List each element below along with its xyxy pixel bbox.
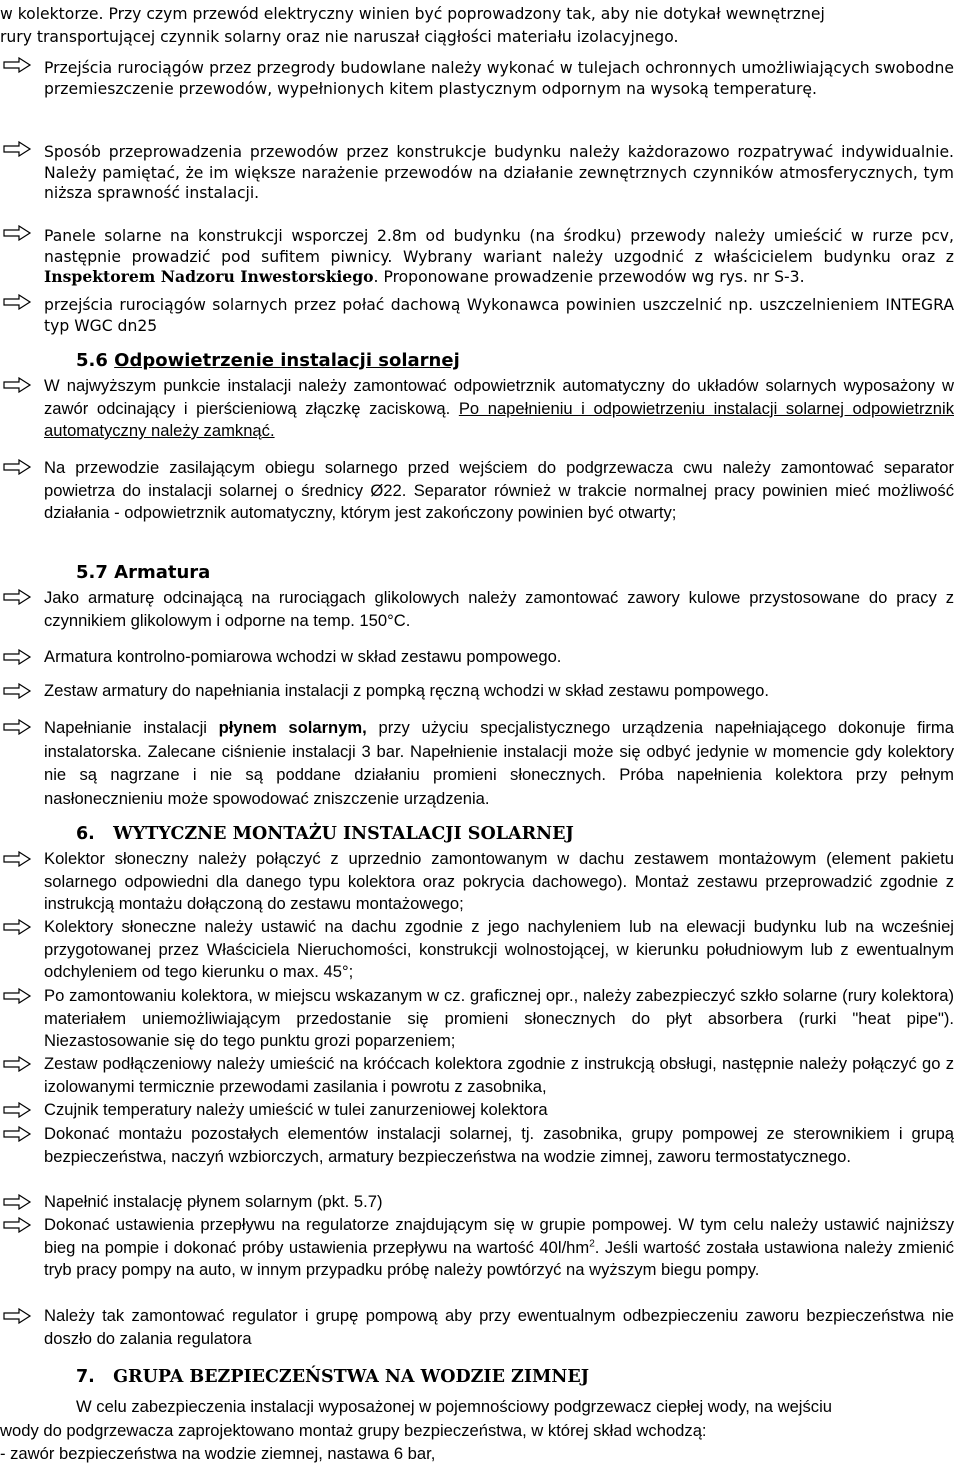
panel-text-end: . Proponowane prowadzenie przewodów wg rys. nr S-3. [373, 268, 805, 287]
arrow-bullet-icon [2, 294, 32, 310]
section-heading-5-6: 5.6 Odpowietrzenie instalacji solarnej [76, 350, 460, 371]
arrow-bullet-icon [2, 225, 32, 241]
paragraph: przejścia rurociągów solarnych przez połać dachową Wykonawca powinien uszczelnić np. uszczelnieniem INTEGRA typ WGC dn25 [44, 296, 954, 335]
paragraph: Jako armaturę odcinającą na rurociągach glikolowych należy zamontować zawory kulowe przystosowane do pracy z czynnikiem glikolowym i odporne na temp. 150°C. [44, 588, 954, 630]
section-heading-5-7: 5.7 Armatura [76, 562, 211, 583]
arrow-bullet-icon [2, 1102, 32, 1118]
arrow-bullet-icon [2, 683, 32, 699]
paragraph: Po zamontowaniu kolektora, w miejscu wskazanym w cz. graficznej opr., należy zabezpieczyć szkło solarne (rury kolektora) materiałem uniemożliwiającym przedostanie się promieni słonecznych do płyt absorbera (rurki "heat pipe"). Niezastosowanie się do tego punktu grozi poparzeniem; [44, 986, 954, 1051]
paragraph: Armatura kontrolno-pomiarowa wchodzi w skład zestawu pompowego. [44, 647, 562, 666]
arrow-bullet-icon [2, 459, 32, 475]
paragraph: Dokonać ustawienia przepływu na regulatorze znajdującym się w grupie pompowej. W tym celu należy ustawić najniższy bieg na pompie i dokonać próby ustawienia przepływu na wartość $40l/hm^2$. Jeśli wartość została ustawiona należy zmienić tryb pracy pompy na auto, w innym przypadku próbę należy powtórzyć na wyższym biegu pompy. [44, 1215, 954, 1280]
paragraph: Sposób przeprowadzenia przewodów przez konstrukcje budynku należy każdorazowo rozpatrywać indywidualnie. Należy pamiętać, że im większe narażenie przewodów na działanie zewnętrznych czynników atmosferycznych, tym niższa sprawność instalacji. [44, 143, 954, 203]
arrow-bullet-icon [2, 1194, 32, 1210]
paragraph: Kolektory słoneczne należy ustawić na dachu zgodnie z jego nachyleniem lub na elewacji budynku lub na wcześniej przygotowanej przez Właściciela Nieruchomości, konstrukcji wolnostojącej, w kierunku południowym lub z ewentualnym odchyleniem od tego kierunku o max. 45°; [44, 917, 954, 982]
arrow-bullet-icon [2, 1056, 32, 1072]
panel-text: Panele solarne na konstrukcji wsporczej 2.8m od budynku (na środku) przewody należy umieścić w rurze pcv, następnie prowadzić pod sufitem piwnicy. Wybrany wariant należy uzgodnić z właścicielem budynku oraz z [44, 227, 954, 266]
text-line: wody do podgrzewacza zaprojektowano montaż grupy bezpieczeństwa, w której skład wchodzą: [0, 1421, 707, 1440]
arrow-bullet-icon [2, 589, 32, 605]
paragraph: Przejścia rurociągów przez przegrody budowlane należy wykonać w tulejach ochronnych umożliwiających swobodne przemieszczenie przewodów, wypełnionych kitem plastycznym odpornym na wysoką temperaturę. [44, 59, 954, 98]
paragraph: Zestaw podłączeniowy należy umieścić na króćcach kolektora zgodnie z instrukcją obsługi, następnie należy połączyć go z izolowanymi termicznie przewodami zasilania i powrotu z zasobnika, [44, 1054, 954, 1096]
text-line: - zawór bezpieczeństwa na wodzie ziemnej, nastawa 6 bar, [0, 1444, 436, 1463]
underlined-note: Po napełnieniu i odpowietrzeniu instalacji solarnej odpowietrznik automatyczny należy zamknąć. [44, 398, 954, 440]
solar-fluid-bold: płynem solarnym, [218, 718, 367, 737]
arrow-bullet-icon [2, 919, 32, 935]
arrow-bullet-icon [2, 141, 32, 157]
inspector-bold: Inspektorem Nadzoru Inwestorskiego [44, 267, 374, 287]
paragraph [44, 226, 954, 288]
paragraph: Kolektor słoneczny należy połączyć z uprzednio zamontowanym w dachu zestawem montażowym (element pakietu solarnego odpowiedni dla danego typu kolektora oraz pokrycia dachowego). Montaż zestawu przeprowadzić zgodnie z instrukcją montażu dołączoną do zestawu montażowego; [44, 849, 954, 914]
paragraph: Należy tak zamontować regulator i grupę pompową aby przy ewentualnym odbezpieczeniu zaworu bezpieczeństwa nie doszło do zalania regulatora [44, 1306, 954, 1348]
text-line: w kolektorze. Przy czym przewód elektryczny winien być poprowadzony tak, aby nie dotykał wewnętrznej [0, 5, 825, 23]
text-line: rury transportującej czynnik solarny oraz nie naruszał ciągłości materiału izolacyjnego. [0, 28, 679, 46]
arrow-bullet-icon [2, 851, 32, 867]
paragraph: Zestaw armatury do napełniania instalacji z pompką ręczną wchodzi w skład zestawu pompowego. [44, 681, 769, 700]
paragraph: Na przewodzie zasilającym obiegu solarnego przed wejściem do podgrzewacza cwu należy zamontować separator powietrza do instalacji solarnej o średnicy Ø22. Separator również w trakcie normalnej pracy powinien mieć możliwość działania - odpowietrznik automatyczny, którym jest zakończony powinien być otwarty; [44, 458, 954, 523]
arrow-bullet-icon [2, 1308, 32, 1324]
section-heading-6: 6. WYTYCZNE MONTAŻU INSTALACJI SOLARNEJ [76, 824, 574, 844]
arrow-bullet-icon [2, 988, 32, 1004]
paragraph: Czujnik temperatury należy umieścić w tulei zanurzeniowej kolektora [44, 1100, 548, 1119]
arrow-bullet-icon [2, 649, 32, 665]
section-heading-7: 7. GRUPA BEZPIECZEŃSTWA NA WODZIE ZIMNEJ [76, 1367, 589, 1387]
arrow-bullet-icon [2, 57, 32, 73]
text-line: W celu zabezpieczenia instalacji wyposażonej w pojemnościowy podgrzewacz ciepłej wody, na wejściu [76, 1397, 832, 1416]
paragraph: Napełnić instalację płynem solarnym (pkt. 5.7) [44, 1192, 383, 1211]
arrow-bullet-icon [2, 1126, 32, 1142]
arrow-bullet-icon [2, 1217, 32, 1233]
paragraph: Dokonać montażu pozostałych elementów instalacji solarnej, tj. zasobnika, grupy pompowej ze sterownikiem i grupą bezpieczeństwa, naczyń wzbiorczych, armatury bezpieczeństwa na wodzie zimnej, zaworu termostatycznego. [44, 1124, 954, 1166]
arrow-bullet-icon [2, 719, 32, 735]
paragraph: W najwyższym punkcie instalacji należy zamontować odpowietrznik automatyczny do układów solarnych wyposażony w zawór odcinający i pierścieniową złączkę zaciskową. Po napełnieniu i odpowietrzeniu instalacji solarnej odpowietrznik automatyczny należy zamknąć. [44, 376, 954, 440]
paragraph: Napełnianie instalacji płynem solarnym, przy użyciu specjalistycznego urządzenia napełniającego dokonuje firma instalatorska. Zalecane ciśnienie instalacji 3 bar. Napełnienie instalacji może się odbyć jedynie w momencie gdy kolektory nie są nagrzane i nie są poddane działaniu promieni słonecznych. Próba napełnienia kolektora przy pełnym nasłonecznieniu może spowodować zniszczenie urządzenia. [44, 718, 954, 808]
arrow-bullet-icon [2, 377, 32, 393]
